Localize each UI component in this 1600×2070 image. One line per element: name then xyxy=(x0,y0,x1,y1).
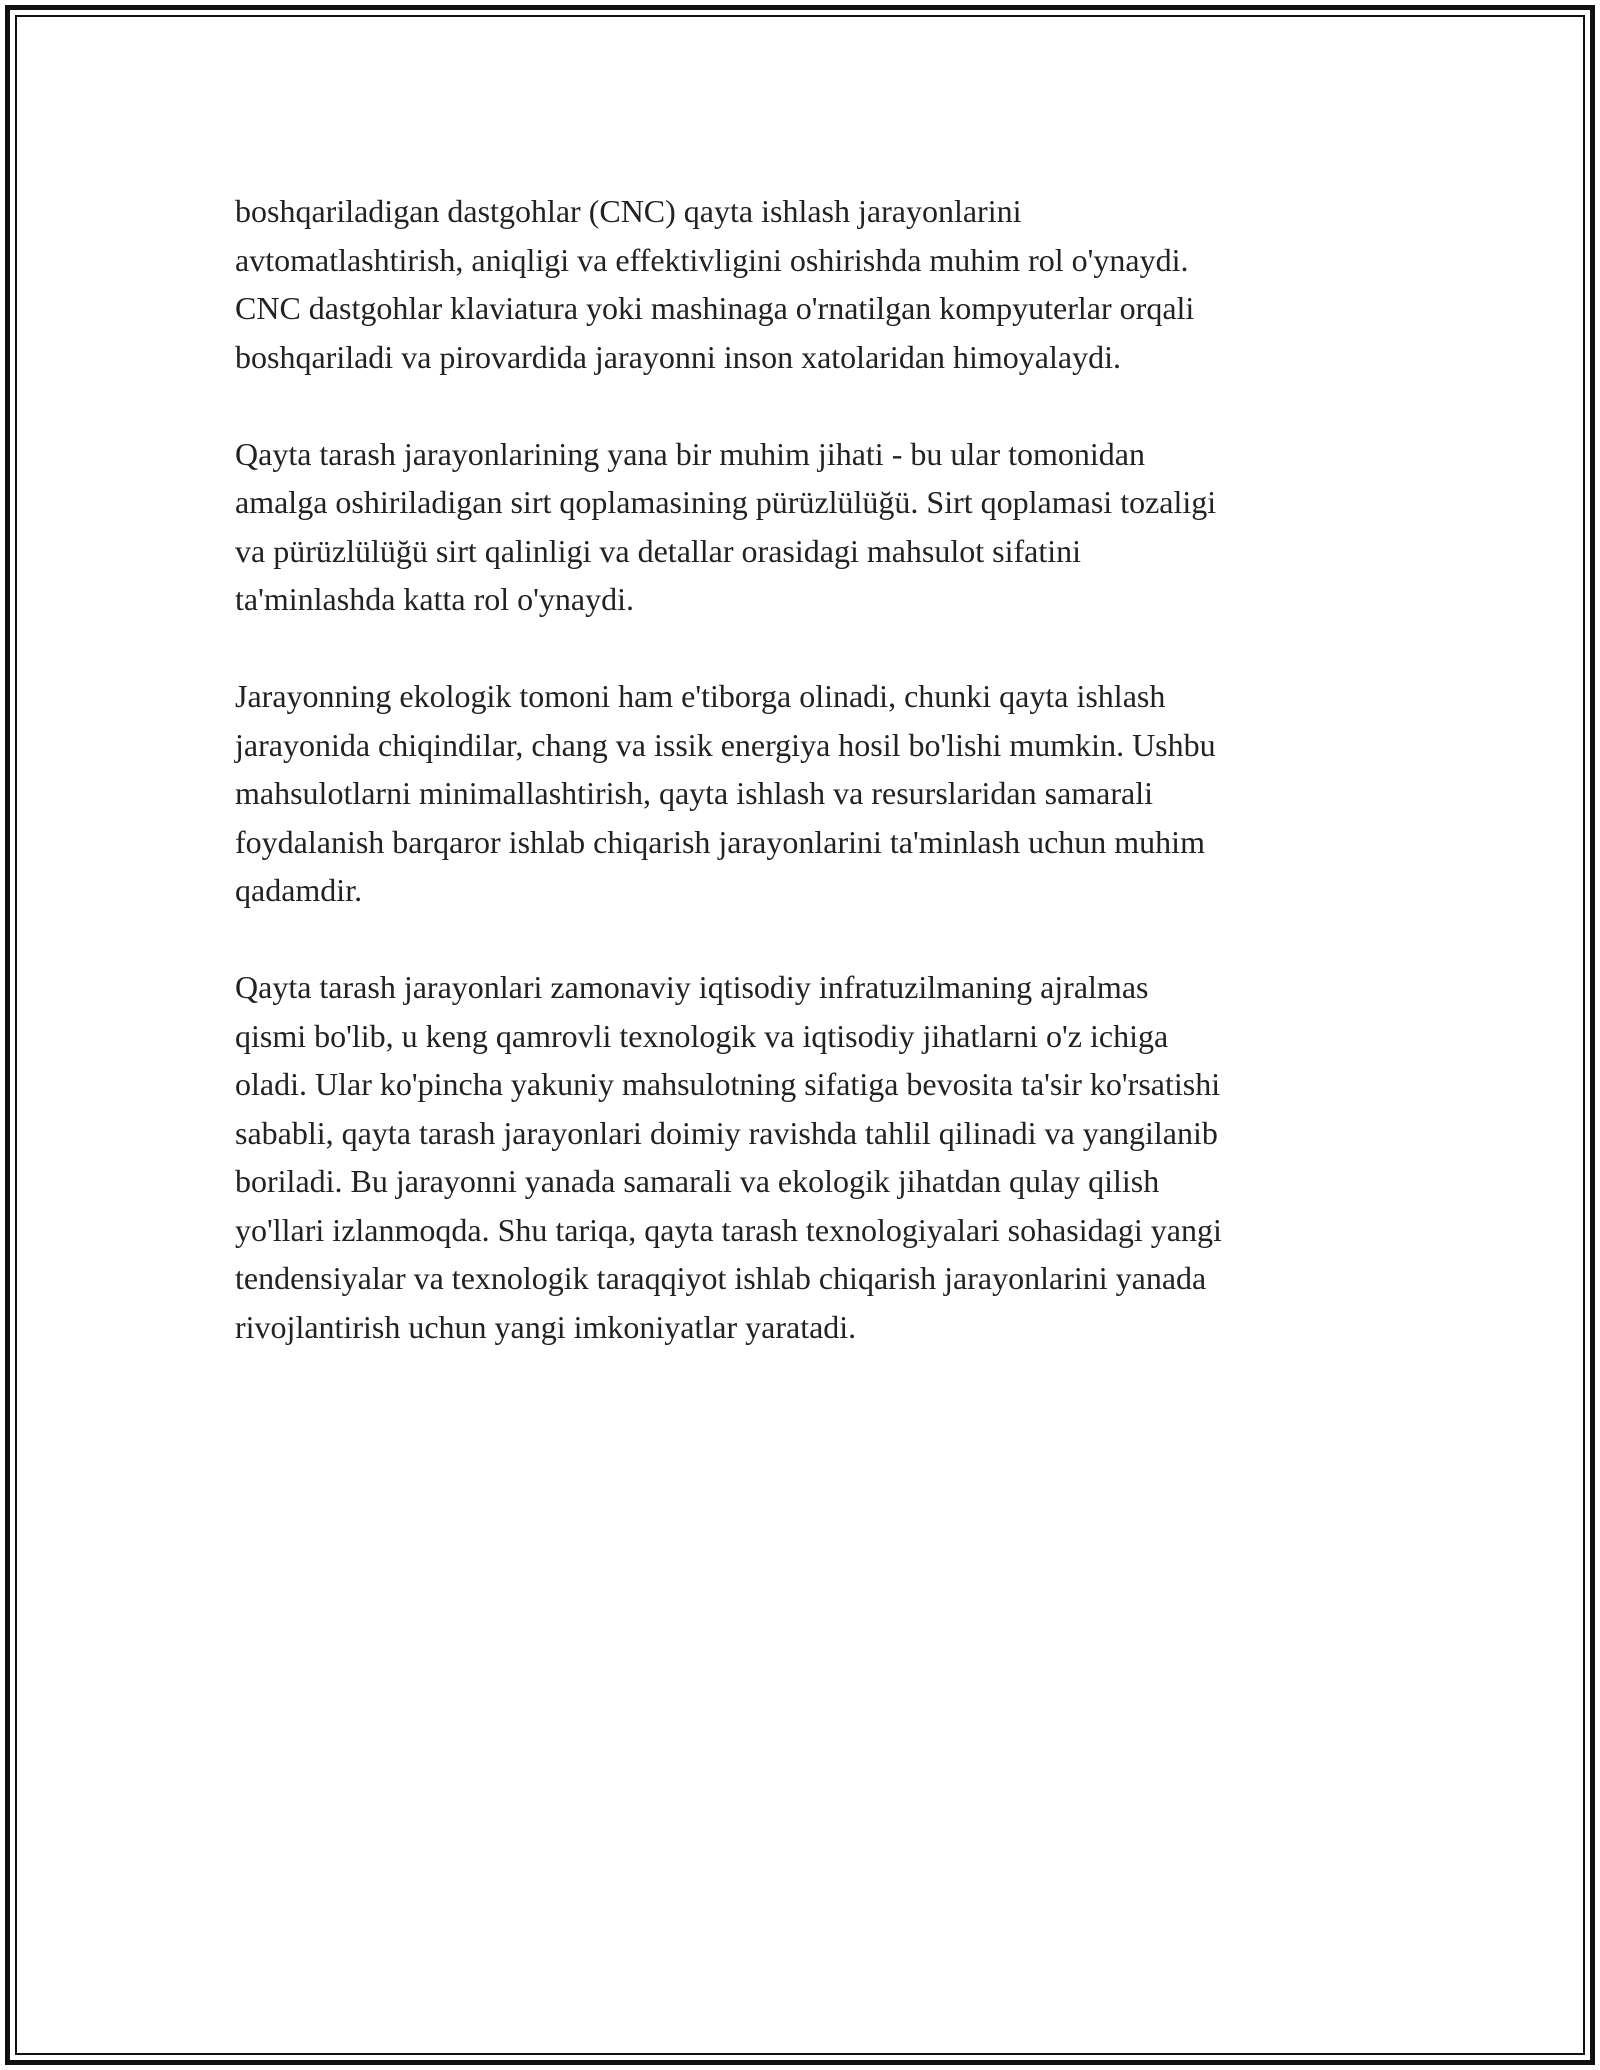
text-line: va pürüzlülüğü sirt qalinligi va detallar orasidagi mahsulot sifatini xyxy=(235,532,1082,569)
text-line: qismi bo'lib, u keng qamrovli texnologik va iqtisodiy jihatlarni o'z ichiga xyxy=(235,1017,1169,1054)
paragraph-ecology xyxy=(235,672,1385,915)
text-line: CNC dastgohlar klaviatura yoki mashinaga o'rnatilgan kompyuterlar orqali xyxy=(235,290,1195,326)
text-line: oladi. Ular ko'pincha yakuniy mahsulotning sifatiga bevosita ta'sir ko'rsatishi xyxy=(235,1066,1221,1102)
text-line: amalga oshiriladigan sirt qoplamasining pürüzlülüğü. Sirt qoplamasi tozaligi xyxy=(235,484,1217,520)
text-line: yo'llari izlanmoqda. Shu tariqa, qayta tarash texnologiyalari sohasidagi yangi xyxy=(235,1211,1222,1248)
text-line: avtomatlashtirish, aniqligi va effektivligini oshirishda muhim rol o'ynaydi. xyxy=(235,241,1189,278)
text-line: rivojlantirish uchun yangi imkoniyatlar yaratadi. xyxy=(235,1308,857,1345)
paragraph-infrastructure xyxy=(235,963,1385,1351)
text-line: qadamdir. xyxy=(235,872,363,908)
text-line: sababli, qayta tarash jarayonlari doimiy ravishda tahlil qilinadi va yangilanib xyxy=(235,1114,1218,1151)
text-line: tendensiyalar va texnologik taraqqiyot ishlab chiqarish jarayonlarini yanada xyxy=(235,1260,1207,1296)
text-line: boshqariladi va pirovardida jarayonni inson xatolaridan himoyalaydi. xyxy=(235,338,1121,375)
text-line: ta'minlashda katta rol o'ynaydi. xyxy=(235,581,634,617)
document-body xyxy=(235,187,1385,1400)
paragraph-cnc-machines xyxy=(235,187,1385,381)
text-line: foydalanish barqaror ishlab chiqarish jarayonlarini ta'minlash uchun muhim xyxy=(235,823,1205,860)
text-line: jarayonida chiqindilar, chang va issik energiya hosil bo'lishi mumkin. Ushbu xyxy=(235,726,1216,763)
text-line: boshqariladigan dastgohlar (CNC) qayta ishlash jarayonlarini xyxy=(235,193,1022,229)
paragraph-surface-finish xyxy=(235,430,1385,624)
text-line: boriladi. Bu jarayonni yanada samarali va ekologik jihatdan qulay qilish xyxy=(235,1163,1160,1199)
text-line: mahsulotlarni minimallashtirish, qayta ishlash va resurslaridan samarali xyxy=(235,775,1153,811)
text-line: Qayta tarash jarayonlari zamonaviy iqtisodiy infratuzilmaning ajralmas xyxy=(235,969,1149,1005)
text-line: Jarayonning ekologik tomoni ham e'tiborga olinadi, chunki qayta ishlash xyxy=(235,678,1166,714)
text-line: Qayta tarash jarayonlarining yana bir muhim jihati - bu ular tomonidan xyxy=(235,435,1145,472)
